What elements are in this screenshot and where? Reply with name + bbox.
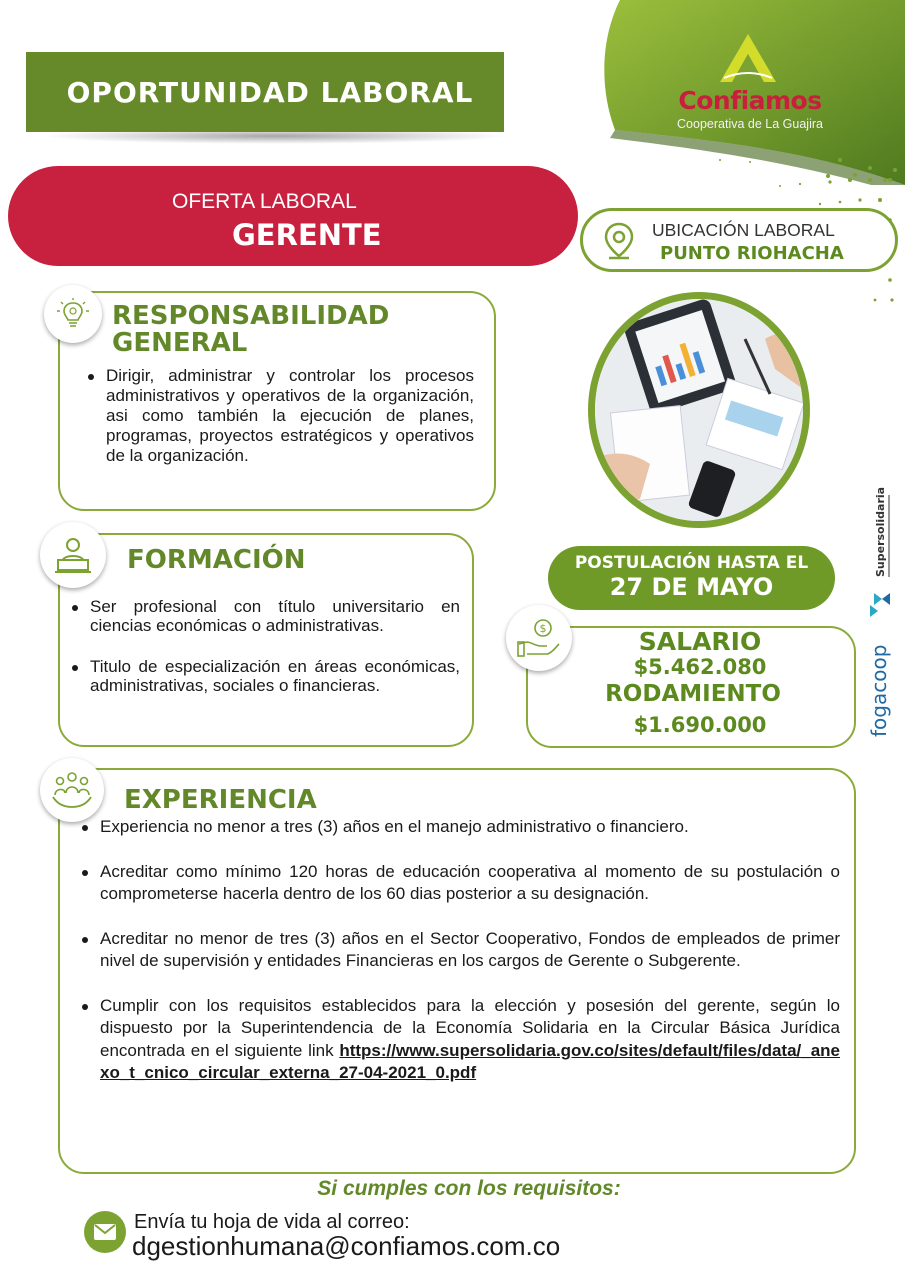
fogacoop-text: fogacoop <box>867 644 891 737</box>
experience-list <box>80 816 840 1107</box>
location-pin-icon <box>603 222 635 260</box>
list-item: Experiencia no menor a tres (3) años en el manejo administrativo o financiero. <box>80 816 840 839</box>
education-title: FORMACIÓN <box>127 545 306 575</box>
requirements-text: Cumplir con los requisitos establecidos para la elección y posesión del gerente, según lo dispuesto por la Superintendencia de la Economía Solidaria en la Circular Básica Jurídica encontrada en el siguiente link <box>100 995 840 1060</box>
title-banner <box>26 52 504 132</box>
list-item: Dirigir, administrar y controlar los procesos administrativos y operativos de la organización, asi como también la ejecución de planes, programas, proyectos estratégicos y operativos de la organización. <box>86 366 474 466</box>
list-item: Acreditar no menor de tres (3) años en el Sector Cooperativo, Fondos de empleados de primer nivel de supervisión y entidades Financieras en los cargos de Gerente o Subgerente. <box>80 928 840 973</box>
application-date: 27 DE MAYO <box>609 573 774 601</box>
fogacoop-logo <box>862 575 902 743</box>
mail-icon <box>84 1211 126 1253</box>
salary-value: $5.462.080 <box>633 655 767 679</box>
list-item: Titulo de especialización en áreas económicas, administrativas, sociales o financieras. <box>70 657 460 695</box>
responsibility-list <box>86 366 474 466</box>
svg-text:$: $ <box>539 622 547 635</box>
application-label: POSTULACIÓN HASTA EL <box>574 553 809 573</box>
list-item: Ser profesional con título universitario en ciencias económicas o administrativas. <box>70 597 460 635</box>
experience-title: EXPERIENCIA <box>124 785 317 815</box>
people-team-icon <box>40 758 104 822</box>
circular-link[interactable]: https://www.supersolidaria.gov.co/sites/default/files/data/_anexo_t_cnico_circular_externa_27-04-2021_0.pdf <box>100 1040 840 1082</box>
location-label: UBICACIÓN LABORAL <box>652 220 835 240</box>
list-item: Acreditar como mínimo 120 horas de educación cooperativa al momento de su postulación o comprometerse hacerla dentro de los 60 dias posterior a su designación. <box>80 861 840 906</box>
page-title: OPORTUNIDAD LABORAL <box>66 75 474 109</box>
footer-label: Envía tu hoja de vida al correo: <box>134 1211 410 1233</box>
office-photo <box>588 292 810 528</box>
money-hand-icon <box>506 605 572 671</box>
responsibility-title-line1: RESPONSABILIDAD <box>112 301 390 331</box>
offer-label: OFERTA LABORAL <box>172 190 357 213</box>
lightbulb-icon <box>44 285 102 343</box>
responsibility-title-line2: GENERAL <box>112 328 248 358</box>
salary-title: SALARIO <box>638 627 762 656</box>
contact-email[interactable]: dgestionhumana@confiamos.com.co <box>132 1231 561 1261</box>
rodamiento-value: $1.690.000 <box>633 713 767 737</box>
rodamiento-title: RODAMIENTO <box>605 681 781 707</box>
logo-name: Confiamos <box>678 86 822 115</box>
logo-subtitle: Cooperativa de La Guajira <box>677 117 823 131</box>
graduate-laptop-icon <box>40 522 106 588</box>
offer-role: GERENTE <box>232 218 382 252</box>
supersolidaria-text: Supersolidaria <box>874 486 887 577</box>
footer-cta: Si cumples con los requisitos: <box>317 1177 621 1200</box>
confiamos-logo-icon <box>718 32 778 84</box>
responsibility-title <box>112 303 412 357</box>
education-list <box>70 597 460 717</box>
location-value: PUNTO RIOHACHA <box>660 243 844 264</box>
list-item <box>80 995 840 1085</box>
